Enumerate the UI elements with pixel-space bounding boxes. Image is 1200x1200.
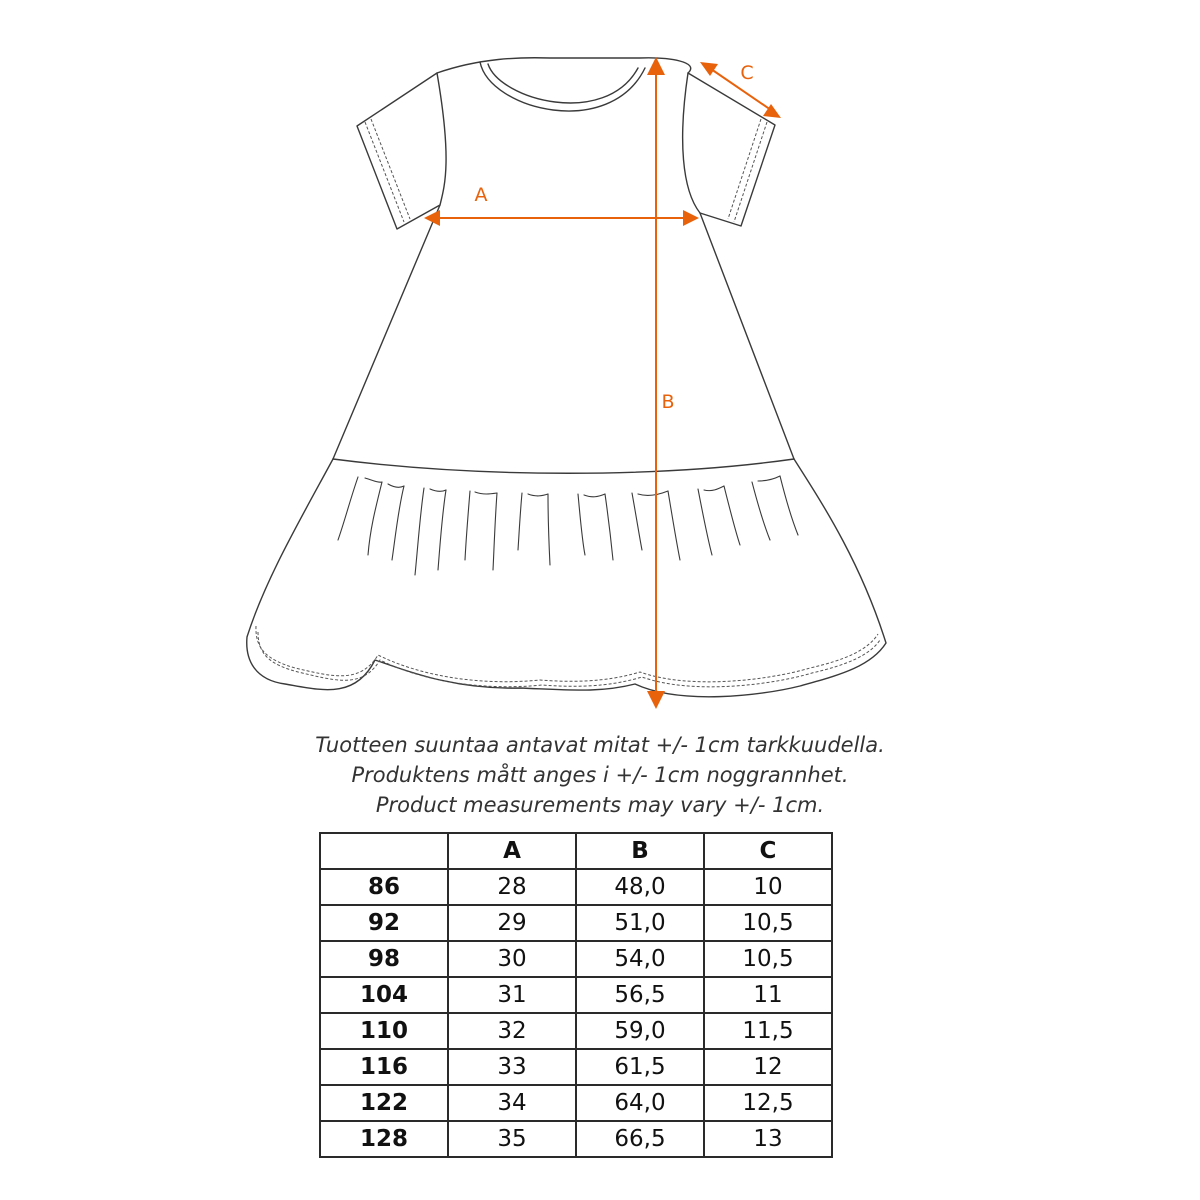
size-cell: 86 — [320, 869, 448, 905]
hem-stitch-2 — [258, 632, 880, 687]
b-cell: 64,0 — [576, 1085, 704, 1121]
a-cell: 33 — [448, 1049, 576, 1085]
size-cell: 104 — [320, 977, 448, 1013]
c-cell: 12,5 — [704, 1085, 832, 1121]
table-row — [320, 1085, 832, 1121]
a-cell: 28 — [448, 869, 576, 905]
c-cell: 13 — [704, 1121, 832, 1157]
table-row — [320, 977, 832, 1013]
c-cell: 10,5 — [704, 941, 832, 977]
c-cell: 10 — [704, 869, 832, 905]
skirt-gathers — [338, 476, 798, 575]
hem-stitch — [256, 626, 878, 682]
size-cell: 98 — [320, 941, 448, 977]
dimension-a — [424, 184, 699, 226]
a-cell: 35 — [448, 1121, 576, 1157]
table-row — [320, 941, 832, 977]
b-cell: 66,5 — [576, 1121, 704, 1157]
dimension-c-label: C — [740, 62, 754, 84]
note-english: Product measurements may vary +/- 1cm. — [375, 793, 825, 817]
a-cell: 29 — [448, 905, 576, 941]
size-cell: 128 — [320, 1121, 448, 1157]
c-cell: 11 — [704, 977, 832, 1013]
table-row — [320, 1013, 832, 1049]
note-finnish: Tuotteen suuntaa antavat mitat +/- 1cm tarkkuudella. — [315, 733, 885, 757]
b-cell: 56,5 — [576, 977, 704, 1013]
dimension-b — [647, 57, 675, 709]
left-sleeve — [357, 73, 446, 229]
table-header-row — [320, 833, 832, 869]
header-size — [320, 833, 448, 869]
waist-seam — [333, 459, 794, 473]
b-cell: 51,0 — [576, 905, 704, 941]
dimension-a-label: A — [474, 184, 488, 206]
size-cell: 92 — [320, 905, 448, 941]
dimension-c — [700, 62, 781, 118]
size-cell: 122 — [320, 1085, 448, 1121]
b-cell: 61,5 — [576, 1049, 704, 1085]
header-b: B — [576, 833, 704, 869]
b-cell: 48,0 — [576, 869, 704, 905]
table-row — [320, 869, 832, 905]
size-cell: 110 — [320, 1013, 448, 1049]
a-cell: 31 — [448, 977, 576, 1013]
a-cell: 34 — [448, 1085, 576, 1121]
c-cell: 11,5 — [704, 1013, 832, 1049]
note-swedish: Produktens mått anges i +/- 1cm noggrannhet. — [351, 763, 849, 787]
a-cell: 32 — [448, 1013, 576, 1049]
b-cell: 59,0 — [576, 1013, 704, 1049]
table-row — [320, 1049, 832, 1085]
dimension-b-label: B — [661, 391, 675, 413]
header-a: A — [448, 833, 576, 869]
neck-band — [480, 62, 645, 111]
header-c: C — [704, 833, 832, 869]
a-cell: 30 — [448, 941, 576, 977]
c-cell: 10,5 — [704, 905, 832, 941]
b-cell: 54,0 — [576, 941, 704, 977]
right-sleeve — [683, 73, 775, 226]
measurement-notes — [0, 730, 1200, 820]
left-sleeve-hem — [365, 119, 410, 222]
size-chart-table — [319, 832, 833, 1158]
c-cell: 12 — [704, 1049, 832, 1085]
bodice — [333, 205, 794, 459]
skirt-left — [247, 459, 886, 697]
table-row — [320, 905, 832, 941]
size-cell: 116 — [320, 1049, 448, 1085]
table-row — [320, 1121, 832, 1157]
